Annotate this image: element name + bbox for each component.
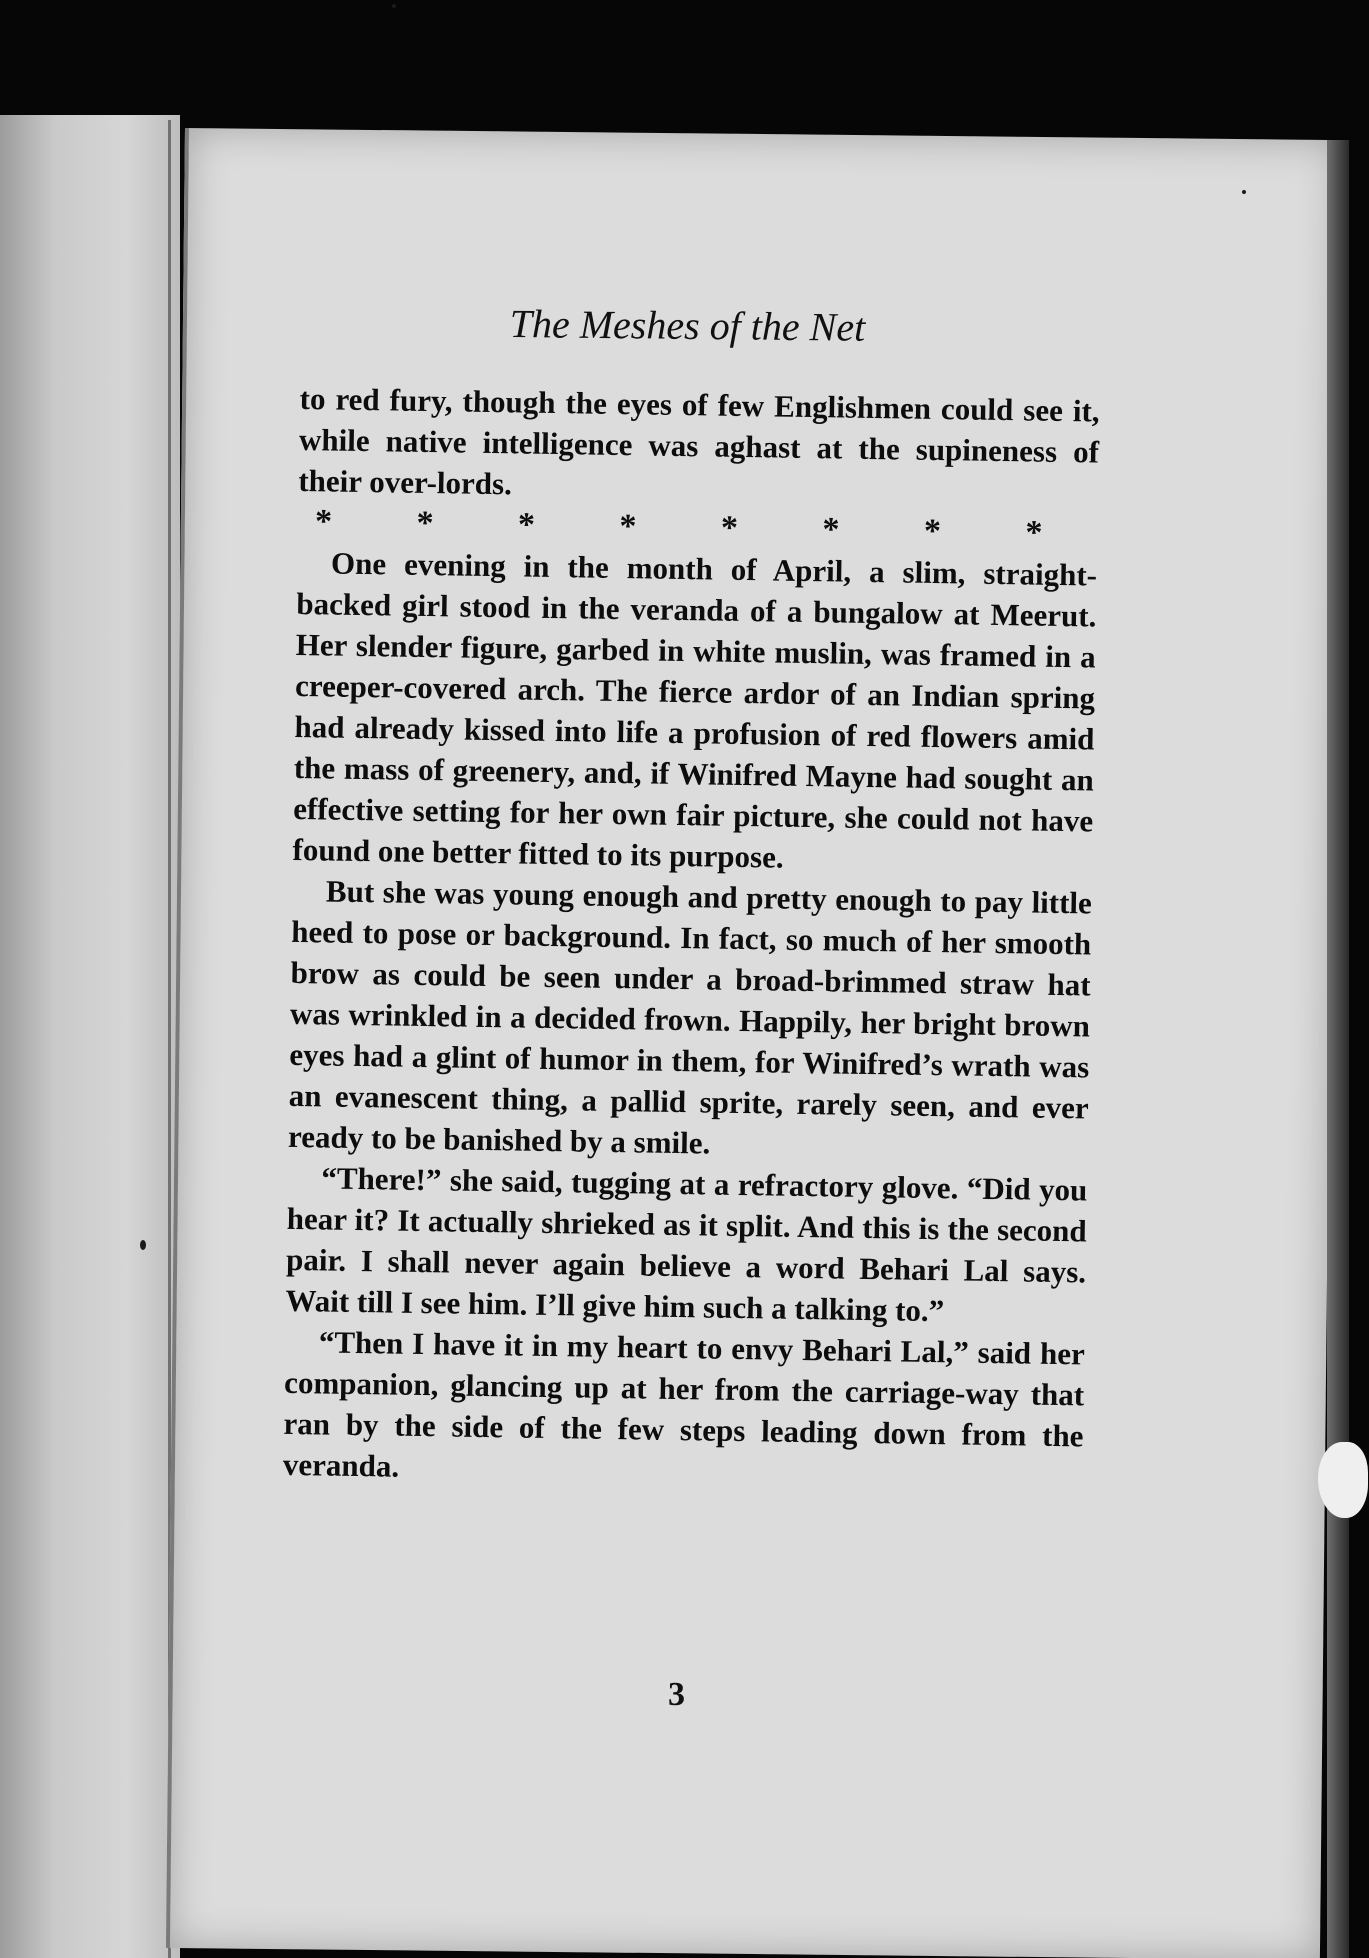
page-body [283, 378, 1100, 1497]
paper-damage-spot [1318, 1442, 1368, 1518]
paragraph-1: to red fury, though the eyes of few Englishmen could see it, while native intelligence was aghast at the supineness of their over-lords. [298, 380, 1100, 502]
paragraph-5: “Then I have it in my heart to envy Behari Lal,” said her companion, glancing up at her from the carriage-way that ran by the side of the few steps leading down from the veranda. [282, 1324, 1086, 1484]
paragraph-2: One evening in the month of April, a slim, straight-backed girl stood in the veranda of a bungalow at Meerut. Her slender figure, garbed in white muslin, was framed in a creeper-covered arch. The fierce ardor of an Indian spring had already kissed into life a profusion of red flowers amid the mass of greenery, and, if Winifred Mayne had sought an effective setting for her own fair picture, she could not have found one better fitted to its purpose. [292, 545, 1098, 875]
page-edge-shadow [1327, 140, 1349, 1958]
dust-speck [1242, 190, 1246, 194]
dust-speck [392, 4, 396, 8]
facing-page [0, 115, 180, 1958]
paragraph-4: “There!” she said, tugging at a refractory glove. “Did you hear it? It actually shrieked as it split. And this is the second pair. I shall never again believe a word Behari Lal says. Wait till I see him. I’ll give him such a talking to.” [285, 1160, 1088, 1329]
running-head: The Meshes of the Net [509, 300, 866, 350]
section-break: * * * * * * * * [314, 503, 1081, 553]
page-number: 3 [668, 1676, 685, 1713]
dust-speck [140, 1240, 146, 1250]
paragraph-3: But she was young enough and pretty enough to pay little heed to pose or background. In fact, so much of her smooth brow as could be seen under a broad-brimmed straw hat was wrinkled in a decided frown. Happily, her bright brown eyes had a glint of humor in them, for Winifred’s wrath was an evanescent thing, a pallid sprite, rarely seen, and ever ready to be banished by a smile. [287, 873, 1093, 1161]
